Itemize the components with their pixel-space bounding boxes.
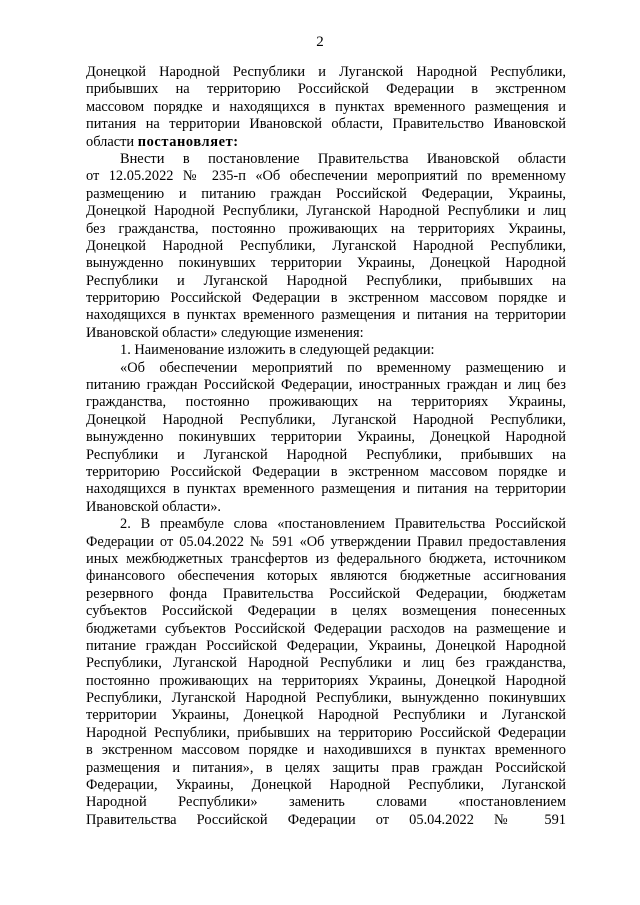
text-line-content: резервного фонда Правительства Российской Федерации, бюджетам — [86, 585, 566, 602]
text-line — [86, 551, 566, 568]
text-line — [86, 325, 566, 342]
text-line — [86, 238, 566, 255]
text-line-content: 2. В преамбуле слова «постановлением Правительства Российской — [120, 516, 566, 533]
text-line — [86, 377, 566, 394]
text-line-content: «Об обеспечении мероприятий по временному размещению и — [120, 359, 566, 376]
text-line — [86, 81, 566, 98]
text-line-content: иных межбюджетных трансфертов из федерального бюджета, источником — [86, 550, 566, 567]
text-line — [86, 116, 566, 133]
text-line — [86, 707, 566, 724]
text-line — [86, 742, 566, 759]
text-line — [86, 360, 566, 377]
text-line — [86, 221, 566, 238]
text-line-content: Республики и Луганской Народной Республики, прибывших на — [86, 446, 566, 463]
text-line — [86, 499, 566, 516]
text-line-content: бюджетами субъектов Российской Федерации расходов на размещение и — [86, 620, 566, 637]
text-line-content: Народной Республики, прибывших на территорию Российской Федерации — [86, 724, 566, 741]
text-line-content: Федерации, Украины, Донецкой Народной Республики, Луганской — [86, 777, 566, 794]
text-line-content: без гражданства, постоянно проживающих на территориях Украины, — [86, 220, 566, 237]
text-line — [86, 151, 566, 168]
text-line — [86, 690, 566, 707]
text-line — [86, 307, 566, 324]
text-line-content: Федерации от 05.04.2022 № 591 «Об утверждении Правил предоставления — [86, 533, 566, 550]
text-line-content: массовом порядке и находящихся в пунктах временного размещения и — [86, 98, 566, 115]
text-line — [86, 673, 566, 690]
text-line-content: Республики, Луганской Народной Республики и лиц без гражданства, — [86, 655, 566, 672]
text-line — [86, 342, 566, 359]
text-line-content: в экстренном массовом порядке и находившихся в пунктах временного — [86, 742, 566, 759]
text-line-content: от 12.05.2022 № 235-п «Об обеспечении мероприятий по временному — [86, 168, 566, 185]
text-line-content: 1. Наименование изложить в следующей редакции: — [120, 342, 435, 359]
text-line-content: финансового обеспечения которых являются бюджетные ассигнования — [86, 568, 566, 585]
text-line-content: размещению и питанию граждан Российской Федерации, Украины, — [86, 185, 566, 202]
text-line-content: находящихся в пунктах временного размещения и питания на территории — [86, 481, 566, 498]
text-line — [86, 64, 566, 81]
text-line-content: находящихся в пунктах временного размещения и питания на территории — [86, 307, 566, 324]
text-line-content: территорию Российской Федерации в экстренном массовом порядке и — [86, 463, 566, 480]
text-line-content: постоянно проживающих на территориях Украины, Донецкой Народной — [86, 672, 566, 689]
text-line — [86, 794, 566, 811]
text-line-content: питанию граждан Российской Федерации, иностранных граждан и лиц без — [86, 377, 566, 394]
text-line — [86, 655, 566, 672]
text-line-content: вынужденно покинувших территории Украины, Донецкой Народной — [86, 255, 566, 272]
text-line-content: Внести в постановление Правительства Ивановской области — [120, 150, 566, 167]
text-line — [86, 134, 566, 151]
text-line — [86, 621, 566, 638]
text-line — [86, 586, 566, 603]
text-line-content: Донецкой Народной Республики, Луганской Народной Республики и лиц — [86, 203, 566, 220]
text-line-content: области — [86, 133, 138, 150]
text-line-content: Ивановской области» следующие изменения: — [86, 324, 364, 341]
text-line — [86, 394, 566, 411]
text-line-content: Народной Республики» заменить словами «постановлением — [86, 794, 566, 811]
page-number: 2 — [316, 34, 324, 50]
text-line — [86, 99, 566, 116]
text-line-content: Республики, Луганской Народной Республики, вынужденно покинувших — [86, 690, 566, 707]
text-line-content: Правительства Российской Федерации от 05.04.2022 № 591 — [86, 811, 566, 828]
text-line-content: территории Украины, Донецкой Народной Республики и Луганской — [86, 707, 566, 724]
text-line-content: Донецкой Народной Республики, Луганской Народной Республики, — [86, 237, 566, 254]
text-line — [86, 255, 566, 272]
text-line-content: питание граждан Российской Федерации, Украины, Донецкой Народной — [86, 637, 566, 654]
text-line — [86, 168, 566, 185]
text-line-content: вынужденно покинувших территории Украины, Донецкой Народной — [86, 429, 566, 446]
text-line — [86, 516, 566, 533]
text-line-content: питания на территории Ивановской области, Правительство Ивановской — [86, 116, 566, 133]
text-line — [86, 186, 566, 203]
text-line-content: Ивановской области». — [86, 498, 222, 515]
bold-keyword: постановляет: — [137, 133, 239, 150]
text-line — [86, 638, 566, 655]
text-line — [86, 429, 566, 446]
text-line — [86, 412, 566, 429]
text-line-content: территорию Российской Федерации в экстренном массовом порядке и — [86, 290, 566, 307]
text-line-content: субъектов Российской Федерации в целях возмещения понесенных — [86, 603, 566, 620]
text-line — [86, 290, 566, 307]
text-line — [86, 447, 566, 464]
text-line — [86, 777, 566, 794]
text-line — [86, 481, 566, 498]
text-line — [86, 203, 566, 220]
text-line-content: Донецкой Народной Республики и Луганской Народной Республики, — [86, 64, 566, 80]
text-line — [86, 273, 566, 290]
text-line-content: размещения и питания», в целях защиты прав граждан Российской — [86, 759, 566, 776]
text-line-content: гражданства, постоянно проживающих на территориях Украины, — [86, 394, 566, 411]
text-line — [86, 725, 566, 742]
text-line — [86, 760, 566, 777]
text-line — [86, 464, 566, 481]
text-line — [86, 534, 566, 551]
text-line-content: Республики и Луганской Народной Республики, прибывших на — [86, 272, 566, 289]
text-line-content: прибывших на территорию Российской Федерации в экстренном — [86, 81, 566, 98]
text-line — [86, 603, 566, 620]
text-line — [86, 568, 566, 585]
text-line — [86, 812, 566, 829]
text-line-content: Донецкой Народной Республики, Луганской Народной Республики, — [86, 411, 566, 428]
body-text — [86, 64, 566, 829]
